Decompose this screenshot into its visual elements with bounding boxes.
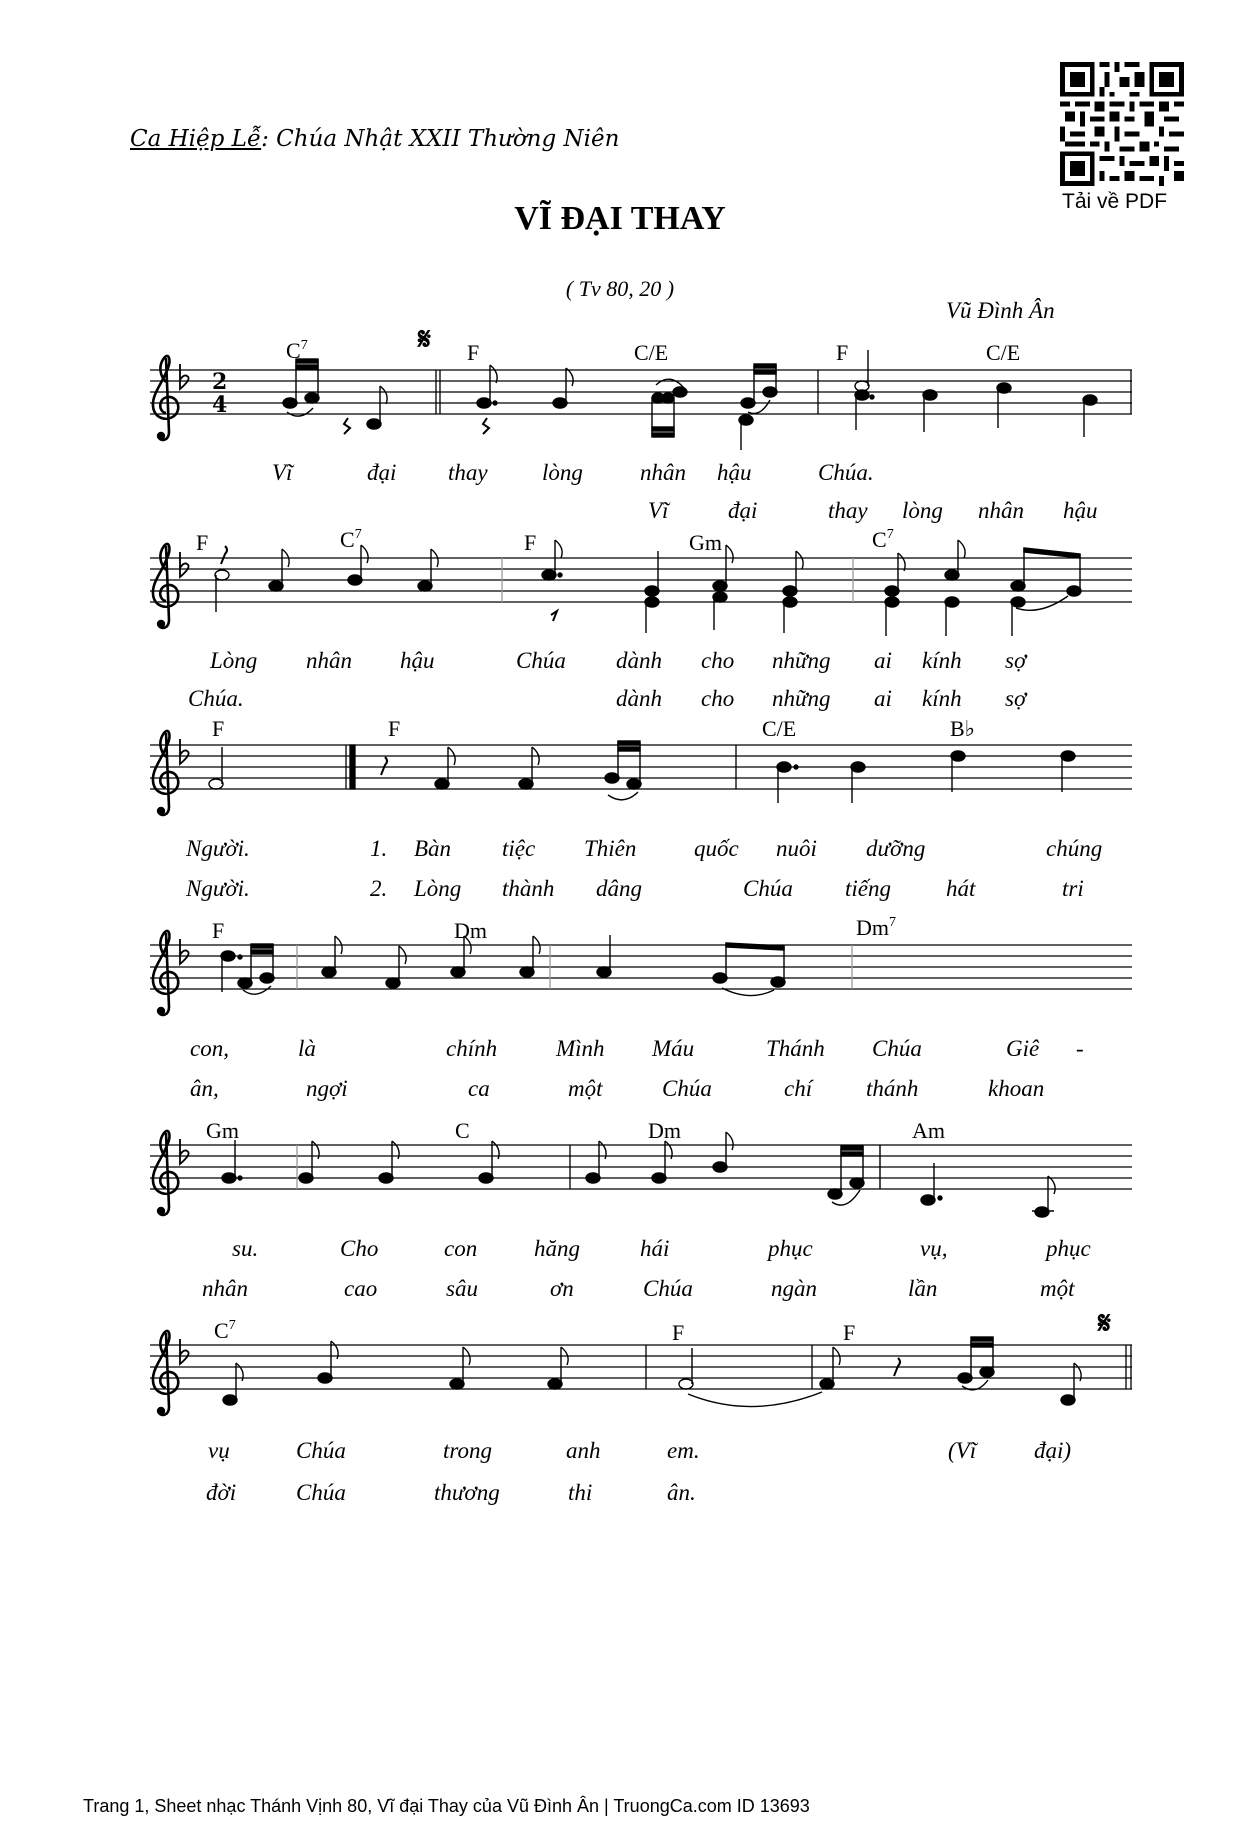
lyric-word: ai [874, 648, 892, 673]
occasion-label: Ca Hiệp Lễ [130, 126, 262, 152]
chord-label: Dm [454, 918, 487, 943]
svg-text:2: 2 [212, 369, 228, 395]
lyric-word: Chúa. [818, 460, 874, 485]
lyric-word: Chúa [662, 1076, 712, 1101]
lyric-word: ngợi [306, 1076, 348, 1101]
lyric-word: phục [768, 1236, 813, 1261]
chord-label: $C^7$ [340, 527, 362, 552]
lyric-word: Cho [340, 1236, 379, 1261]
lyric-word: con [444, 1236, 478, 1261]
lyric-word: thi [568, 1480, 593, 1505]
lyric-word: sợ [1005, 686, 1027, 711]
lyric-word: chúng [1046, 836, 1103, 861]
psalm-reference: ( Tv 80, 20 ) [565, 276, 675, 301]
composer: Vũ Đình Ân [946, 298, 1055, 323]
lyric-word: đời [206, 1480, 237, 1505]
lyric-word: sâu [446, 1276, 478, 1301]
chord-label: F [672, 1320, 685, 1345]
lyric-word: Chúa. [188, 686, 244, 711]
lyric-word: hậu [400, 648, 435, 673]
lyric-word: ca [468, 1076, 490, 1101]
lyric-word: một [1040, 1276, 1075, 1301]
lyric-word: ai [874, 686, 892, 711]
lyric-word: thay [448, 460, 488, 485]
lyric-word: Bàn [414, 836, 452, 861]
lyric-word: nhân [978, 498, 1024, 523]
lyric-word: 2. [370, 876, 388, 901]
chord-label: F [196, 530, 209, 555]
lyric-word: thành [502, 876, 555, 901]
lyric-word: nhân [202, 1276, 248, 1301]
song-title: VĨ ĐẠI THAY [514, 200, 726, 237]
lyric-word: kính [922, 686, 962, 711]
lyric-word: chính [446, 1036, 498, 1061]
lyric-word: những [772, 648, 831, 673]
lyric-word: thương [434, 1480, 500, 1505]
occasion-text: Chúa Nhật XXII Thường Niên [268, 126, 620, 152]
lyric-word: phục [1046, 1236, 1091, 1261]
chord-label: Am [912, 1118, 945, 1143]
lyric-word: ân, [190, 1076, 219, 1101]
lyric-word: ân. [667, 1480, 696, 1505]
chord-label: F [212, 918, 225, 943]
lyric-word: một [568, 1076, 603, 1101]
lyric-word: nuôi [776, 836, 817, 861]
chord-label: Gm [206, 1118, 239, 1143]
lyric-word: Người. [186, 836, 250, 861]
lyric-word: khoan [988, 1076, 1045, 1101]
lyric-word: Máu [652, 1036, 695, 1061]
lyric-word: Chúa [296, 1480, 346, 1505]
lyric-word: đại) [1034, 1438, 1072, 1463]
segno-icon: 𝄋 [1098, 1306, 1111, 1341]
lyric-word: em. [667, 1438, 700, 1463]
chord-label: C/E [986, 340, 1021, 365]
lyric-word: ngàn [771, 1276, 817, 1301]
lyric-word: 1. [370, 836, 388, 861]
lyric-word: là [298, 1036, 316, 1061]
lyric-word: cao [344, 1276, 378, 1301]
lyric-word: dâng [596, 876, 642, 901]
chord-label: F [843, 1320, 856, 1345]
lyric-word: kính [922, 648, 962, 673]
lyric-word: Vĩ [272, 460, 293, 485]
lyric-word: su. [232, 1236, 259, 1261]
lyric-word: những [772, 686, 831, 711]
lyric-word: Giê [1006, 1036, 1040, 1061]
lyric-word: dưỡng [866, 836, 926, 861]
lyric-word: hái [640, 1236, 670, 1261]
lyric-word: Chúa [643, 1276, 693, 1301]
lyric-word: tiếng [845, 876, 891, 901]
chord-label: F [836, 340, 849, 365]
lyric-word: sợ [1005, 648, 1027, 673]
lyric-word: cho [701, 686, 735, 711]
lyric-word: chí [784, 1076, 813, 1101]
chord-label: Gm [689, 530, 722, 555]
lyric-word: hăng [534, 1236, 580, 1261]
lyric-word: Vĩ [648, 498, 669, 523]
lyric-word: Lòng [414, 876, 462, 901]
lyric-word: Lòng [210, 648, 258, 673]
lyric-word: thay [828, 498, 868, 523]
chord-label: C/E [634, 340, 669, 365]
chord-label: F [524, 530, 537, 555]
lyric-word: Chúa [296, 1438, 346, 1463]
svg-text:4: 4 [212, 392, 228, 418]
lyric-word: Chúa [872, 1036, 922, 1061]
lyric-word: thánh [866, 1076, 919, 1101]
lyric-word: lòng [902, 498, 943, 523]
page-footer: Trang 1, Sheet nhạc Thánh Vịnh 80, Vĩ đại Thay của Vũ Đình Ân | TruongCa.com ID 13693 [83, 1796, 810, 1816]
lyric-word: ơn [550, 1276, 574, 1301]
lyric-word: vụ [208, 1438, 230, 1463]
lyric-word: lòng [542, 460, 583, 485]
lyric-word: hát [946, 876, 976, 901]
lyric-word: Chúa [743, 876, 793, 901]
lyric-word: đại [728, 498, 758, 523]
chord-label: F [212, 716, 225, 741]
chord-label: $C^7$ [872, 527, 894, 552]
lyric-word: Thiên [584, 836, 637, 861]
lyric-word: nhân [640, 460, 686, 485]
lyric-word: hậu [717, 460, 752, 485]
chord-label: F [467, 340, 480, 365]
lyric-word: vụ, [920, 1236, 948, 1261]
chord-label: B♭ [950, 716, 976, 741]
chord-label: $C^7$ [286, 338, 308, 363]
lyric-word: tri [1062, 876, 1084, 901]
chord-label: Dm$^7$ [856, 915, 896, 940]
lyric-word: nhân [306, 648, 352, 673]
lyric-word: anh [566, 1438, 601, 1463]
lyric-word: Chúa [516, 648, 566, 673]
lyric-word: tiệc [502, 836, 536, 861]
lyric-word: con, [190, 1036, 229, 1061]
chord-label: $C^7$ [214, 1318, 236, 1343]
chord-label: F [388, 716, 401, 741]
lyric-word: đại [367, 460, 397, 485]
chord-label: C/E [762, 716, 797, 741]
lyric-word: trong [443, 1438, 492, 1463]
lyric-word: dành [616, 686, 662, 711]
lyric-word: Thánh [766, 1036, 825, 1061]
chord-label: Dm [648, 1118, 681, 1143]
lyric-word: (Vĩ [948, 1438, 977, 1463]
segno-icon: 𝄋 [418, 322, 431, 357]
lyric-word: lần [908, 1276, 938, 1301]
lyric-word: hậu [1063, 498, 1098, 523]
chord-label: C [455, 1118, 470, 1143]
lyric-word: Người. [186, 876, 250, 901]
occasion-separator: : [261, 126, 269, 152]
lyric-word: quốc [694, 836, 739, 861]
lyric-word: Mình [556, 1036, 605, 1061]
download-pdf-link[interactable]: Tải về PDF [1062, 190, 1168, 213]
lyric-word: cho [701, 648, 735, 673]
lyric-word: dành [616, 648, 662, 673]
lyric-word: - [1076, 1036, 1084, 1061]
